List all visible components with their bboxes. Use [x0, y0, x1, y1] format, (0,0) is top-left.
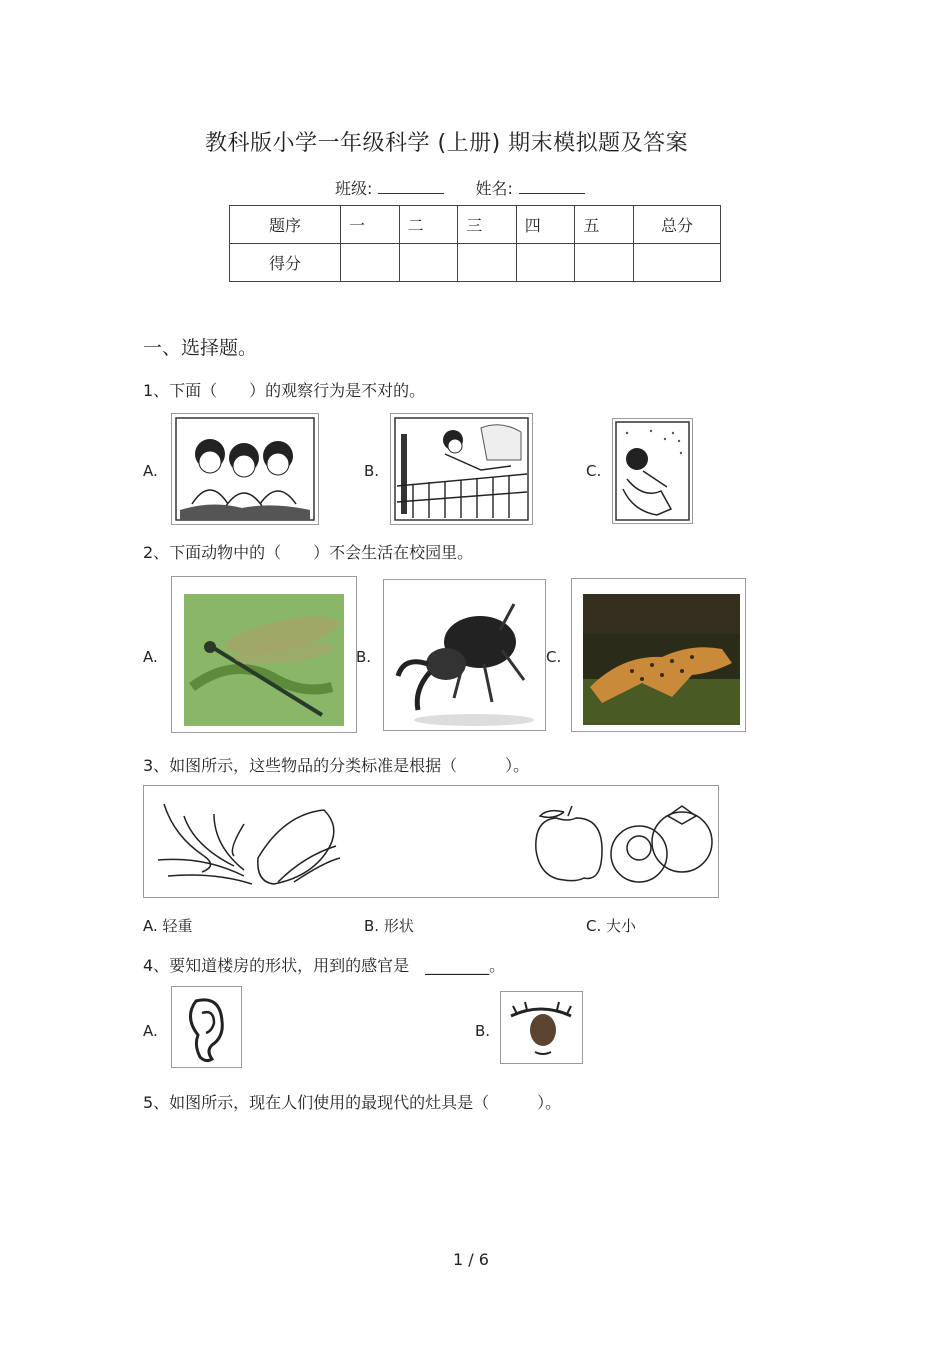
- score-header-cell: 三: [458, 206, 517, 244]
- q4-ear-image: [171, 986, 242, 1068]
- q3-option-a[interactable]: A. 轻重: [143, 917, 193, 935]
- section-heading: 一、选择题。: [143, 337, 258, 359]
- q1-children-observing-image: [171, 413, 319, 525]
- score-cell[interactable]: [341, 244, 400, 282]
- name-label: 姓名:: [475, 179, 513, 198]
- q1-option-a-label[interactable]: A.: [143, 462, 158, 480]
- q3-fruit-vegetable-image: [143, 785, 719, 898]
- q3-option-c[interactable]: C. 大小: [586, 917, 637, 935]
- q3-option-b[interactable]: B. 形状: [364, 917, 414, 935]
- question-4: 4、要知道楼房的形状，用到的感官是 ________。: [143, 956, 506, 975]
- question-1: 1、下面（ ）的观察行为是不对的。: [143, 381, 426, 400]
- score-header-cell: 题序: [230, 206, 341, 244]
- score-cell[interactable]: [458, 244, 517, 282]
- q4-eye-image: [500, 991, 583, 1064]
- class-blank[interactable]: [378, 177, 444, 194]
- q4-option-a-label[interactable]: A.: [143, 1022, 158, 1040]
- score-cell[interactable]: [575, 244, 634, 282]
- q2-stag-beetle-image: [383, 579, 546, 731]
- name-blank[interactable]: [519, 177, 585, 194]
- score-header-cell: 五: [575, 206, 634, 244]
- score-header-cell: 四: [516, 206, 575, 244]
- score-cell[interactable]: [399, 244, 458, 282]
- q1-child-at-fence-image: [390, 413, 533, 525]
- score-table-header-row: [230, 206, 721, 244]
- score-table: [229, 205, 721, 282]
- score-table-row: [230, 244, 721, 282]
- q1-option-c-label[interactable]: C.: [586, 462, 602, 480]
- q2-option-b-label[interactable]: B.: [356, 648, 372, 666]
- class-label: 班级:: [335, 179, 373, 198]
- score-header-cell: 总分: [633, 206, 720, 244]
- score-header-cell: 一: [341, 206, 400, 244]
- student-info: [335, 176, 611, 199]
- q1-option-b-label[interactable]: B.: [364, 462, 380, 480]
- score-row-label: 得分: [230, 244, 341, 282]
- q2-dragonfly-image: [171, 576, 357, 733]
- page-title: 教科版小学一年级科学 (上册) 期末模拟题及答案: [205, 131, 689, 156]
- page-number: 1 / 6: [453, 1250, 489, 1269]
- q2-option-c-label[interactable]: C.: [546, 648, 562, 666]
- score-header-cell: 二: [399, 206, 458, 244]
- score-cell[interactable]: [633, 244, 720, 282]
- q2-option-a-label[interactable]: A.: [143, 648, 158, 666]
- score-cell[interactable]: [516, 244, 575, 282]
- question-3: 3、如图所示，这些物品的分类标准是根据（ ）。: [143, 756, 530, 775]
- q4-option-b-label[interactable]: B.: [475, 1022, 491, 1040]
- question-5: 5、如图所示，现在人们使用的最现代的灶具是（ ）。: [143, 1093, 562, 1112]
- q2-cheetah-image: [571, 578, 746, 732]
- question-2: 2、下面动物中的（ ）不会生活在校园里。: [143, 543, 474, 562]
- q1-child-writing-image: [612, 418, 693, 524]
